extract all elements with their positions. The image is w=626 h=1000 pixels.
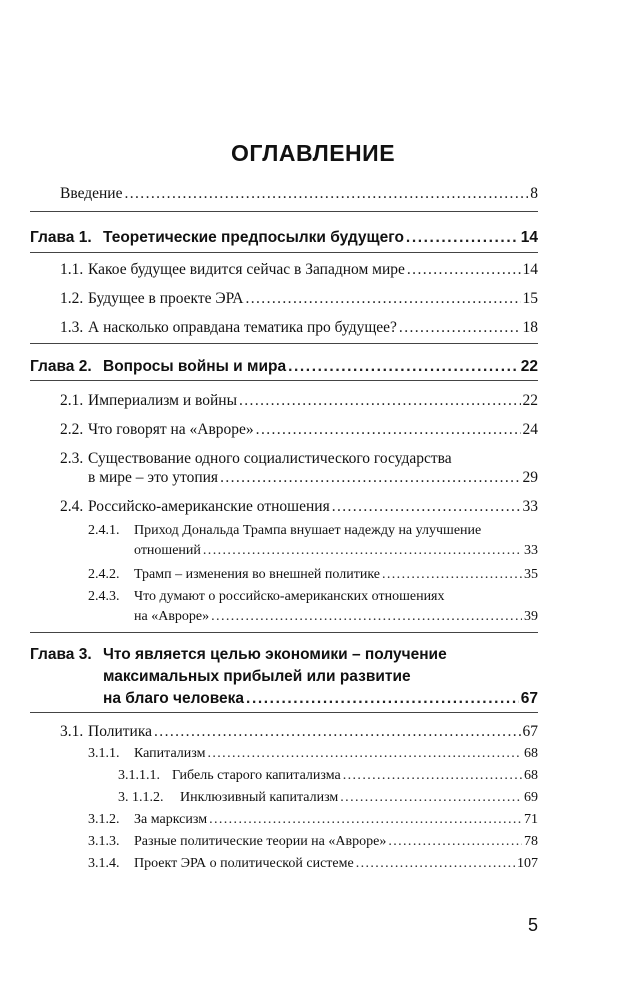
entry-text: Инклюзивный капитализм (180, 790, 339, 805)
entry-text: Какое будущее видится сейчас в Западном мире (88, 261, 405, 278)
section-number: 1.3. (60, 319, 84, 336)
divider (30, 380, 538, 381)
leader-dots (340, 788, 522, 807)
section-number: 3.1.2. (88, 812, 120, 827)
leader-dots (239, 391, 521, 410)
leader-dots (124, 184, 528, 203)
section-number: 3.1.3. (88, 834, 120, 849)
section-number: 2.1. (60, 392, 84, 409)
page-number: 5 (527, 915, 538, 935)
chapter-number: Глава 2. (30, 358, 92, 375)
entry-page: 67 (520, 690, 538, 707)
leader-dots (288, 357, 519, 376)
entry-text-line1: Приход Дональда Трампа внушает надежду на улучшение (134, 523, 482, 538)
section-number: 2.2. (60, 421, 84, 438)
section-number: 2.4. (60, 498, 84, 515)
entry-text: Проект ЭРА о политической системе (134, 856, 354, 871)
entry-page: 15 (522, 290, 538, 307)
entry-text: Что говорят на «Авроре» (88, 421, 254, 438)
entry-page: 8 (530, 185, 538, 202)
section-number: 3.1.1. (88, 746, 120, 761)
chapter-title-line2: максимальных прибылей или развитие (103, 668, 411, 685)
divider (30, 632, 538, 633)
entry-text: в мире – это утопия (88, 469, 219, 486)
entry-text: Империализм и войны (88, 392, 237, 409)
section-number: 2.4.1. (88, 523, 120, 538)
leader-dots (382, 565, 522, 584)
entry-page: 22 (520, 358, 538, 375)
entry-page: 14 (520, 229, 538, 246)
chapter-title-line1: Что является целью экономики – получение (103, 646, 447, 663)
leader-dots (211, 607, 522, 626)
chapter-number: Глава 1. (30, 229, 92, 246)
leader-dots (154, 722, 520, 741)
entry-page: 69 (524, 790, 538, 805)
entry-page: 68 (524, 746, 538, 761)
divider (30, 252, 538, 253)
entry-text: Будущее в проекте ЭРА (88, 290, 244, 307)
leader-dots (256, 420, 521, 439)
section-number: 2.4.2. (88, 567, 120, 582)
leader-dots (399, 318, 521, 337)
chapter-number: Глава 3. (30, 646, 92, 663)
entry-page: 71 (524, 812, 538, 827)
leader-dots (406, 228, 519, 247)
leader-dots (245, 289, 520, 308)
leader-dots (203, 541, 522, 560)
entry-page: 18 (522, 319, 538, 336)
leader-dots (246, 689, 519, 708)
entry-text: Гибель старого капитализма (172, 768, 341, 783)
entry-text: Введение (60, 185, 123, 202)
entry-text: Вопросы войны и мира (103, 358, 287, 375)
leader-dots (407, 260, 521, 279)
entry-page: 24 (522, 421, 538, 438)
entry-text: отношений (134, 543, 201, 558)
leader-dots (356, 854, 515, 873)
entry-text-line1: Что думают о российско-американских отношениях (134, 589, 445, 604)
section-number: 1.1. (60, 261, 84, 278)
entry-page: 14 (522, 261, 538, 278)
entry-page: 33 (522, 498, 538, 515)
section-number: 2.4.3. (88, 589, 120, 604)
divider (30, 712, 538, 713)
entry-page: 67 (522, 723, 538, 740)
entry-page: 29 (522, 469, 538, 486)
entry-page: 78 (524, 834, 538, 849)
entry-page: 33 (524, 543, 538, 558)
toc-title: ОГЛАВЛЕНИЕ (230, 140, 396, 166)
leader-dots (343, 766, 522, 785)
entry-text: на «Авроре» (134, 609, 210, 624)
entry-page: 68 (524, 768, 538, 783)
leader-dots (220, 468, 520, 487)
leader-dots (388, 832, 522, 851)
leader-dots (209, 810, 522, 829)
entry-text: Разные политические теории на «Авроре» (134, 834, 387, 849)
entry-text: Теоретические предпосылки будущего (103, 229, 404, 246)
entry-text: Капитализм (134, 746, 206, 761)
leader-dots (332, 497, 521, 516)
leader-dots (207, 744, 522, 763)
entry-page: 22 (522, 392, 538, 409)
entry-page: 35 (524, 567, 538, 582)
entry-text: За марксизм (134, 812, 208, 827)
section-number: 1.2. (60, 290, 84, 307)
entry-text: Трамп – изменения во внешней политике (134, 567, 380, 582)
divider (30, 211, 538, 212)
entry-text: на благо человека (103, 690, 245, 707)
section-number: 3.1.4. (88, 856, 120, 871)
entry-page: 39 (524, 609, 538, 624)
entry-text-line1: Существование одного социалистического государства (88, 450, 452, 467)
entry-text: Российско-американские отношения (88, 498, 330, 515)
entry-page: 107 (517, 856, 538, 871)
entry-text: А насколько оправдана тематика про будущее? (88, 319, 397, 336)
section-number: 3.1. (60, 723, 84, 740)
divider (30, 343, 538, 344)
section-number: 3.1.1.1. (118, 768, 160, 783)
section-number: 3. 1.1.2. (118, 790, 164, 805)
entry-text: Политика (88, 723, 153, 740)
section-number: 2.3. (60, 450, 84, 467)
